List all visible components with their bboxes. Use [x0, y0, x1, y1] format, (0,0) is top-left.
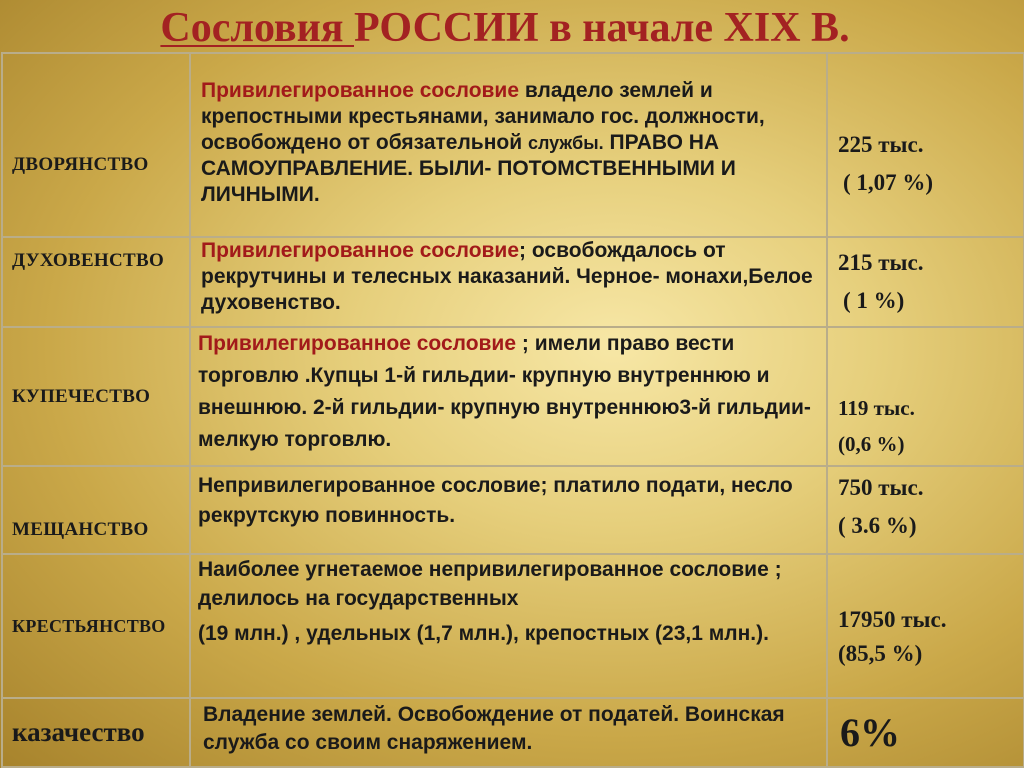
estates-table [1, 52, 1024, 768]
table-row [2, 554, 1024, 698]
table-row [2, 698, 1024, 767]
estate-description [190, 554, 827, 698]
description-text: владело землей и крепостными крестьянами, занимало гос. должности, освобождено от обязательной [201, 79, 765, 154]
privileged-label: Привилегированное сословие [201, 239, 520, 262]
estate-name-cell [2, 466, 190, 554]
estate-count-cell [827, 327, 1024, 466]
privileged-label: Привилегированное сословие [198, 332, 517, 355]
estate-count: 17950 тыс. [838, 607, 947, 632]
table-row [2, 327, 1024, 466]
estate-count-cell [827, 466, 1024, 554]
estate-count: 6% [840, 709, 900, 755]
title-part-rest: РОССИИ в начале XIX В. [354, 5, 850, 51]
estate-count: 225 тыс. [838, 132, 924, 157]
estate-percent: (85,5 %) [838, 641, 923, 666]
estate-percent: ( 3.6 %) [838, 513, 917, 538]
description-text: Непривилегированное сословие; платило подати, несло рекрутскую повинность. [198, 474, 793, 527]
table-row [2, 53, 1024, 237]
estate-description [190, 466, 827, 554]
estate-percent: (0,6 %) [838, 432, 905, 456]
table-row [2, 237, 1024, 327]
estate-count-cell [827, 237, 1024, 327]
estate-description [190, 327, 827, 466]
estate-description [190, 53, 827, 237]
description-text: Наиболее угнетаемое непривилегированное сословие ; делилось на государственных [198, 558, 782, 610]
estate-name: ДУХОВЕНСТВО [12, 250, 165, 271]
estate-name: ДВОРЯНСТВО [12, 154, 149, 175]
table-row [2, 466, 1024, 554]
estate-name-cell [2, 237, 190, 327]
estate-name: МЕЩАНСТВО [12, 519, 149, 540]
estate-name-cell [2, 554, 190, 698]
estate-description [190, 698, 827, 767]
estate-count: 215 тыс. [838, 250, 924, 275]
estate-name: КРЕСТЬЯНСТВО [12, 615, 166, 636]
estate-count-cell [827, 698, 1024, 767]
estate-name-cell [2, 327, 190, 466]
estate-percent: ( 1,07 %) [843, 170, 934, 195]
description-text-cont: (19 млн.) , удельных (1,7 млн.), крепостных (23,1 млн.). [198, 622, 769, 645]
slide-title [0, 4, 1010, 52]
estate-description [190, 237, 827, 327]
estate-count-cell [827, 554, 1024, 698]
title-part-underlined: Сословия [160, 5, 354, 51]
estate-percent: ( 1 %) [843, 288, 905, 313]
description-text-small: службы. [527, 133, 604, 153]
estate-name-cell [2, 53, 190, 237]
description-text: ; освобождалось от рекрутчины и телесных наказаний. Черное- монахи,Белое духовенство. [201, 239, 813, 314]
estate-count-cell [827, 53, 1024, 237]
estate-name: казачество [12, 717, 145, 747]
privileged-label: Привилегированное сословие [201, 79, 520, 102]
estate-name: КУПЕЧЕСТВО [12, 385, 151, 407]
description-text: Владение землей. Освобождение от податей. Воинская служба со своим снаряжением. [203, 703, 785, 754]
estate-name-cell [2, 698, 190, 767]
description-text-rest: ПРАВО НА САМОУПРАВЛЕНИЕ. БЫЛИ- ПОТОМСТВЕННЫМИ И ЛИЧНЫМИ. [201, 131, 736, 206]
estate-count: 119 тыс. [838, 396, 915, 420]
estate-count: 750 тыс. [838, 475, 924, 500]
description-text: ; имели право вести торговлю .Купцы 1-й гильдии- крупную внутреннюю и внешнюю. 2-й гильдии- крупную внутреннюю3-й гильдии- мелкую торговлю. [198, 332, 811, 451]
